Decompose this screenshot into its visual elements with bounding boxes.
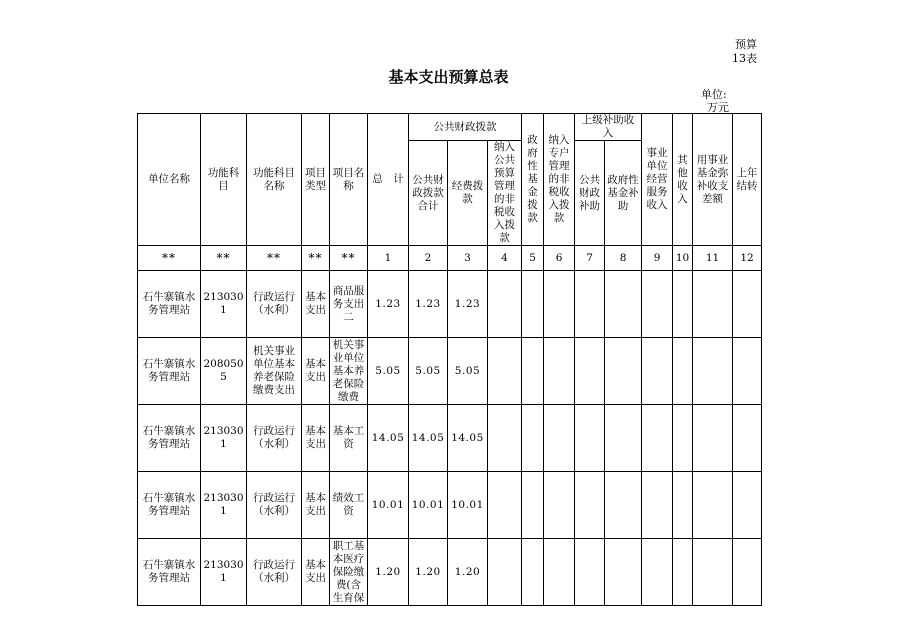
cell-empty — [544, 472, 575, 539]
code-cell: 5 — [522, 246, 544, 271]
cell-total: 14.05 — [368, 405, 409, 472]
cell-code: 2080505 — [201, 338, 247, 405]
header-gov-fund: 政府性基金拨款 — [522, 114, 544, 246]
cell-code: 2130301 — [201, 539, 247, 606]
cell-item: 商品服务支出二 — [330, 271, 368, 338]
cell-empty — [605, 405, 642, 472]
cell-func: 机关事业单位基本养老保险缴费支出 — [247, 338, 302, 405]
cell-func: 行政运行（水利） — [247, 271, 302, 338]
cell-empty — [673, 472, 693, 539]
code-cell: 10 — [673, 246, 693, 271]
header-business-income: 事业单位经营服务收入 — [642, 114, 673, 246]
header-public-finance: 公共财政拨款 — [409, 114, 522, 141]
cell-empty — [488, 338, 522, 405]
unit-label-line2: 万元 — [707, 101, 729, 114]
cell-empty — [488, 539, 522, 606]
code-cell: ** — [138, 246, 201, 271]
code-cell: 9 — [642, 246, 673, 271]
header-nontax-in-budget: 纳入公共预算管理的非税收入拨款 — [488, 141, 522, 246]
cell-empty — [575, 338, 605, 405]
header-item-type: 项目类型 — [302, 114, 330, 246]
cell-pf-total: 1.20 — [409, 539, 448, 606]
header-public-finance-total: 公共财政拨款合计 — [409, 141, 448, 246]
code-cell: ** — [330, 246, 368, 271]
code-row — [138, 246, 762, 271]
cell-empty — [733, 271, 762, 338]
cell-empty — [673, 338, 693, 405]
header-total: 总 计 — [368, 114, 409, 246]
cell-item: 绩效工资 — [330, 472, 368, 539]
cell-pf-total: 5.05 — [409, 338, 448, 405]
unit-label-line1: 单位: — [701, 88, 727, 101]
code-cell: 4 — [488, 246, 522, 271]
cell-empty — [575, 271, 605, 338]
cell-total: 1.20 — [368, 539, 409, 606]
cell-empty — [605, 271, 642, 338]
cell-empty — [693, 338, 733, 405]
cell-empty — [605, 338, 642, 405]
header-func-name: 功能科目名称 — [247, 114, 302, 246]
code-cell: ** — [247, 246, 302, 271]
cell-funding: 10.01 — [448, 472, 488, 539]
table-row — [138, 472, 762, 539]
cell-empty — [488, 271, 522, 338]
header-fund-offset: 用事业基金弥补收支差额 — [693, 114, 733, 246]
cell-empty — [693, 539, 733, 606]
cell-empty — [693, 405, 733, 472]
cell-empty — [673, 271, 693, 338]
cell-func: 行政运行（水利） — [247, 472, 302, 539]
header-item-name: 项目名称 — [330, 114, 368, 246]
cell-empty — [575, 405, 605, 472]
code-cell: 6 — [544, 246, 575, 271]
code-cell: 12 — [733, 246, 762, 271]
cell-type: 基本支出 — [302, 539, 330, 606]
cell-total: 10.01 — [368, 472, 409, 539]
code-cell: ** — [302, 246, 330, 271]
cell-empty — [733, 539, 762, 606]
cell-empty — [544, 271, 575, 338]
cell-empty — [488, 472, 522, 539]
cell-code: 2130301 — [201, 271, 247, 338]
cell-total: 1.23 — [368, 271, 409, 338]
cell-empty — [575, 472, 605, 539]
cell-item: 职工基本医疗保险缴费(含生育保 — [330, 539, 368, 606]
cell-pf-total: 1.23 — [409, 271, 448, 338]
cell-type: 基本支出 — [302, 338, 330, 405]
code-cell: 2 — [409, 246, 448, 271]
code-cell: 3 — [448, 246, 488, 271]
cell-empty — [673, 405, 693, 472]
cell-empty — [522, 338, 544, 405]
cell-empty — [693, 472, 733, 539]
cell-item: 机关事业单位基本养老保险缴费 — [330, 338, 368, 405]
cell-empty — [642, 539, 673, 606]
cell-total: 5.05 — [368, 338, 409, 405]
cell-empty — [642, 405, 673, 472]
cell-type: 基本支出 — [302, 405, 330, 472]
page-title: 基本支出预算总表 — [388, 68, 509, 86]
code-cell: ** — [201, 246, 247, 271]
cell-func: 行政运行（水利） — [247, 539, 302, 606]
header-upper-subsidy: 上级补助收入 — [575, 114, 642, 141]
cell-empty — [522, 539, 544, 606]
cell-empty — [522, 405, 544, 472]
cell-empty — [642, 472, 673, 539]
cell-unit: 石牛寨镇水务管理站 — [138, 472, 201, 539]
header-other-income: 其他收入 — [673, 114, 693, 246]
header-func-code: 功能科目 — [201, 114, 247, 246]
code-cell: 8 — [605, 246, 642, 271]
cell-funding: 1.23 — [448, 271, 488, 338]
cell-func: 行政运行（水利） — [247, 405, 302, 472]
cell-code: 2130301 — [201, 472, 247, 539]
table-row — [138, 539, 762, 606]
cell-empty — [733, 405, 762, 472]
cell-empty — [605, 539, 642, 606]
header-nontax-special: 纳入专户管理的非税收入拨款 — [544, 114, 575, 246]
cell-funding: 5.05 — [448, 338, 488, 405]
cell-empty — [733, 472, 762, 539]
header-unit-name: 单位名称 — [138, 114, 201, 246]
cell-unit: 石牛寨镇水务管理站 — [138, 405, 201, 472]
cell-empty — [544, 338, 575, 405]
cell-empty — [544, 539, 575, 606]
code-cell: 7 — [575, 246, 605, 271]
cell-code: 2130301 — [201, 405, 247, 472]
cell-empty — [673, 539, 693, 606]
table-row — [138, 271, 762, 338]
cell-funding: 14.05 — [448, 405, 488, 472]
code-cell: 11 — [693, 246, 733, 271]
cell-empty — [605, 472, 642, 539]
cell-pf-total: 10.01 — [409, 472, 448, 539]
header-gov-fund-subsidy: 政府性基金补助 — [605, 141, 642, 246]
budget-table — [137, 113, 762, 606]
table-number-text: 预算13表 — [732, 38, 757, 65]
table-number-note — [727, 38, 757, 66]
cell-unit: 石牛寨镇水务管理站 — [138, 539, 201, 606]
cell-pf-total: 14.05 — [409, 405, 448, 472]
cell-empty — [522, 472, 544, 539]
header-carryover: 上年结转 — [733, 114, 762, 246]
code-cell: 1 — [368, 246, 409, 271]
cell-empty — [488, 405, 522, 472]
cell-funding: 1.20 — [448, 539, 488, 606]
cell-empty — [522, 271, 544, 338]
cell-empty — [642, 271, 673, 338]
table-row — [138, 405, 762, 472]
unit-label — [701, 88, 729, 114]
cell-unit: 石牛寨镇水务管理站 — [138, 271, 201, 338]
cell-unit: 石牛寨镇水务管理站 — [138, 338, 201, 405]
cell-empty — [642, 338, 673, 405]
cell-empty — [575, 539, 605, 606]
cell-type: 基本支出 — [302, 271, 330, 338]
cell-empty — [544, 405, 575, 472]
table-row — [138, 338, 762, 405]
cell-type: 基本支出 — [302, 472, 330, 539]
header-funding: 经费拨款 — [448, 141, 488, 246]
header-public-fin-subsidy: 公共财政补助 — [575, 141, 605, 246]
cell-empty — [733, 338, 762, 405]
cell-empty — [693, 271, 733, 338]
header-row-1 — [138, 114, 762, 141]
cell-item: 基本工资 — [330, 405, 368, 472]
